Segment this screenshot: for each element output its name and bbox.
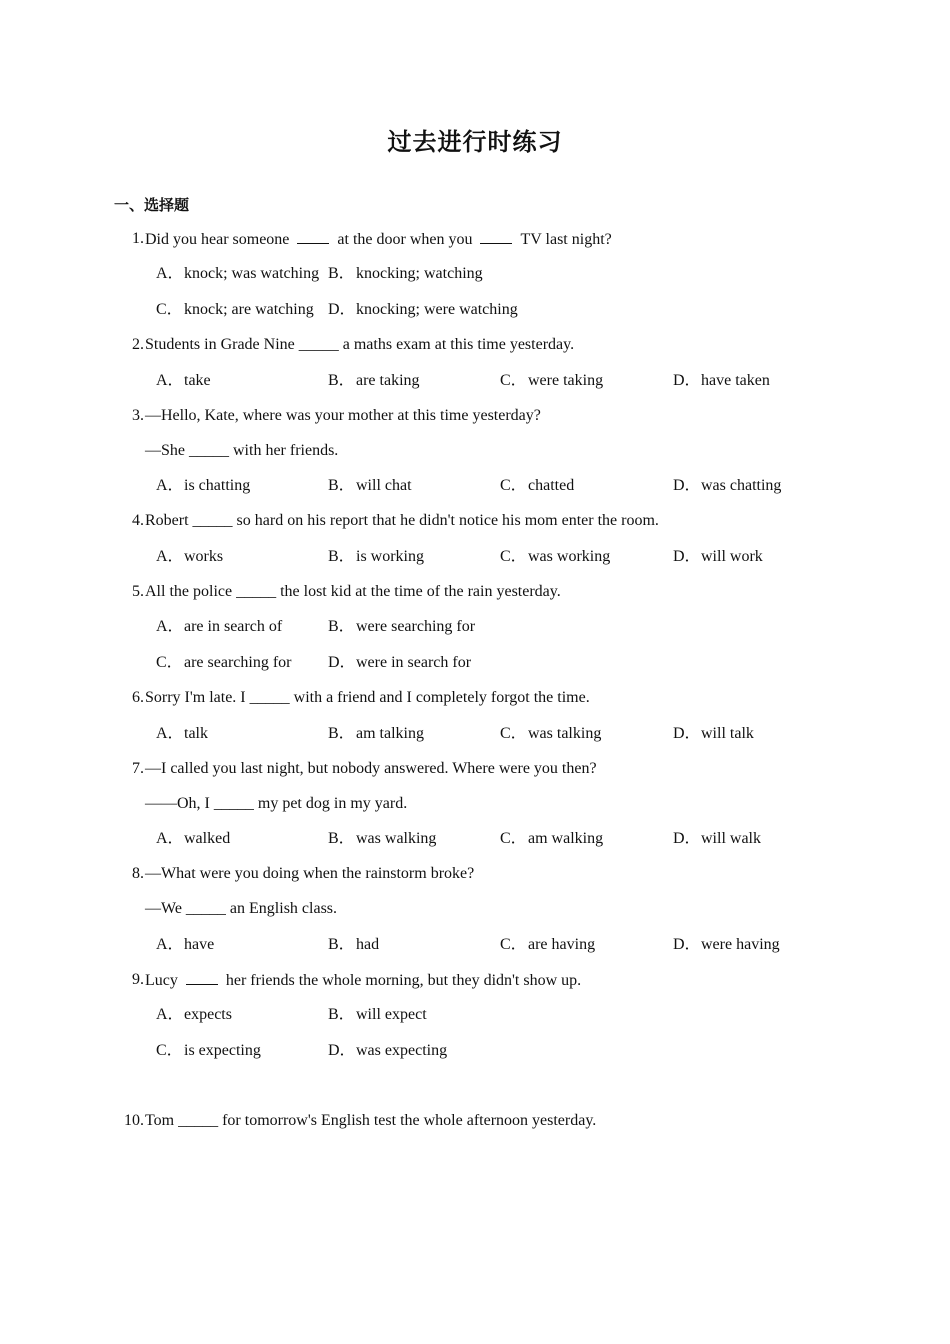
option-text: will talk: [701, 725, 754, 742]
option-text: is expecting: [184, 1042, 261, 1059]
option-c: [500, 829, 603, 849]
option-letter: A．: [156, 936, 184, 953]
option-text: will work: [701, 548, 763, 565]
option-letter: B．: [328, 548, 355, 565]
option-c: [500, 935, 595, 955]
option-letter: B．: [328, 1006, 355, 1023]
option-c: [156, 653, 292, 673]
option-letter: A．: [156, 725, 184, 742]
option-letter: A．: [156, 265, 184, 282]
option-letter: A．: [156, 548, 184, 565]
option-text: am walking: [528, 830, 604, 847]
option-c: [500, 476, 574, 496]
option-letter: B．: [328, 725, 355, 742]
option-letter: C．: [500, 830, 527, 847]
question-number: 6.: [132, 689, 144, 706]
option-text: was working: [528, 548, 611, 565]
option-text: walked: [184, 830, 231, 847]
answer-blank: [186, 970, 218, 985]
option-text: had: [356, 936, 380, 953]
option-letter: C．: [156, 654, 183, 671]
question-stem-line-2: ——Oh, I _____ my pet dog in my yard.: [145, 795, 408, 812]
option-letter: D．: [673, 725, 701, 742]
option-letter: B．: [328, 265, 355, 282]
option-d: [673, 935, 780, 955]
option-letter: D．: [673, 830, 701, 847]
question-stem: Robert _____ so hard on his report that he didn't notice his mom enter the room.: [145, 512, 659, 529]
option-c: [156, 1041, 261, 1061]
option-letter: C．: [500, 477, 527, 494]
option-d: [673, 547, 763, 567]
option-text: are searching for: [184, 654, 292, 671]
option-c: [500, 371, 603, 391]
option-text: will chat: [356, 477, 412, 494]
question-number: 10.: [124, 1112, 144, 1129]
option-c: [500, 724, 601, 744]
option-a: [156, 371, 211, 391]
option-text: were searching for: [356, 618, 476, 635]
question-number: 3.: [132, 407, 144, 424]
question-stem: All the police _____ the lost kid at the time of the rain yesterday.: [145, 583, 561, 600]
option-text: have taken: [701, 372, 770, 389]
option-d: [328, 1041, 447, 1061]
option-letter: D．: [673, 477, 701, 494]
option-a: [156, 1005, 232, 1025]
option-text: was talking: [528, 725, 602, 742]
option-text: were in search for: [356, 654, 472, 671]
option-letter: C．: [500, 372, 527, 389]
option-letter: A．: [156, 618, 184, 635]
option-d: [673, 724, 754, 744]
option-letter: B．: [328, 618, 355, 635]
option-text: are in search of: [184, 618, 283, 635]
section-heading: 一、选择题: [114, 196, 190, 214]
option-letter: B．: [328, 372, 355, 389]
option-letter: D．: [673, 936, 701, 953]
option-b: [328, 476, 412, 496]
option-letter: A．: [156, 830, 184, 847]
option-letter: C．: [500, 936, 527, 953]
option-text: take: [184, 372, 211, 389]
question-stem: —Hello, Kate, where was your mother at this time yesterday?: [145, 407, 541, 424]
option-letter: C．: [500, 725, 527, 742]
option-letter: D．: [328, 301, 356, 318]
question-stem: [145, 970, 581, 991]
option-a: [156, 617, 282, 637]
option-a: [156, 829, 230, 849]
question-number: 7.: [132, 760, 144, 777]
option-d: [673, 476, 781, 496]
option-text: works: [184, 548, 224, 565]
question-stem: —I called you last night, but nobody answered. Where were you then?: [145, 760, 597, 777]
question-number: 1.: [132, 230, 144, 247]
option-text: knock; was watching: [184, 265, 320, 282]
stem-part: Did you hear someone: [145, 231, 290, 248]
option-letter: A．: [156, 372, 184, 389]
option-c: [156, 300, 314, 320]
stem-part: Lucy: [145, 972, 178, 989]
option-letter: D．: [328, 654, 356, 671]
option-letter: A．: [156, 477, 184, 494]
option-letter: C．: [156, 301, 183, 318]
option-text: am talking: [356, 725, 424, 742]
question-number: 8.: [132, 865, 144, 882]
option-b: [328, 935, 379, 955]
option-text: talk: [184, 725, 208, 742]
answer-blank: [480, 229, 512, 244]
option-c: [500, 547, 610, 567]
option-b: [328, 547, 424, 567]
question-number: 9.: [132, 971, 144, 988]
page-title: 过去进行时练习: [387, 128, 563, 156]
option-a: [156, 935, 214, 955]
option-d: [328, 300, 518, 320]
option-text: have: [184, 936, 215, 953]
option-a: [156, 476, 250, 496]
option-text: are taking: [356, 372, 420, 389]
option-letter: D．: [328, 1042, 356, 1059]
option-letter: C．: [500, 548, 527, 565]
option-b: [328, 371, 420, 391]
option-letter: D．: [673, 372, 701, 389]
option-text: was expecting: [356, 1042, 448, 1059]
answer-blank: [297, 229, 329, 244]
option-text: was chatting: [701, 477, 782, 494]
option-d: [673, 371, 770, 391]
option-letter: A．: [156, 1006, 184, 1023]
option-b: [328, 617, 475, 637]
option-text: were having: [701, 936, 780, 953]
option-text: is chatting: [184, 477, 251, 494]
question-number: 2.: [132, 336, 144, 353]
option-text: knock; are watching: [184, 301, 314, 318]
stem-part: at the door when you: [337, 231, 473, 248]
option-text: knocking; were watching: [356, 301, 518, 318]
option-b: [328, 829, 436, 849]
option-text: were taking: [528, 372, 604, 389]
option-a: [156, 264, 319, 284]
option-text: knocking; watching: [356, 265, 483, 282]
option-b: [328, 724, 424, 744]
stem-part: her friends the whole morning, but they didn't show up.: [225, 972, 582, 989]
question-stem: Students in Grade Nine _____ a maths exam at this time yesterday.: [145, 336, 575, 353]
option-text: chatted: [528, 477, 575, 494]
option-letter: B．: [328, 477, 355, 494]
question-stem: Sorry I'm late. I _____ with a friend and I completely forgot the time.: [145, 689, 590, 706]
stem-part: TV last night?: [520, 231, 612, 248]
question-number: 4.: [132, 512, 144, 529]
option-text: was walking: [356, 830, 437, 847]
question-stem: [145, 229, 612, 250]
option-a: [156, 724, 208, 744]
option-text: will walk: [701, 830, 761, 847]
option-b: [328, 1005, 427, 1025]
question-number: 5.: [132, 583, 144, 600]
option-text: is working: [356, 548, 424, 565]
option-letter: C．: [156, 1042, 183, 1059]
option-d: [673, 829, 761, 849]
option-a: [156, 547, 223, 567]
question-stem-line-2: —We _____ an English class.: [145, 900, 338, 917]
option-text: are having: [528, 936, 596, 953]
option-letter: B．: [328, 936, 355, 953]
option-text: will expect: [356, 1006, 427, 1023]
question-stem-line-2: —She _____ with her friends.: [145, 442, 339, 459]
option-letter: D．: [673, 548, 701, 565]
option-letter: B．: [328, 830, 355, 847]
question-stem: Tom _____ for tomorrow's English test the whole afternoon yesterday.: [145, 1112, 597, 1129]
option-b: [328, 264, 483, 284]
question-stem: —What were you doing when the rainstorm broke?: [145, 865, 475, 882]
option-text: expects: [184, 1006, 232, 1023]
option-d: [328, 653, 471, 673]
